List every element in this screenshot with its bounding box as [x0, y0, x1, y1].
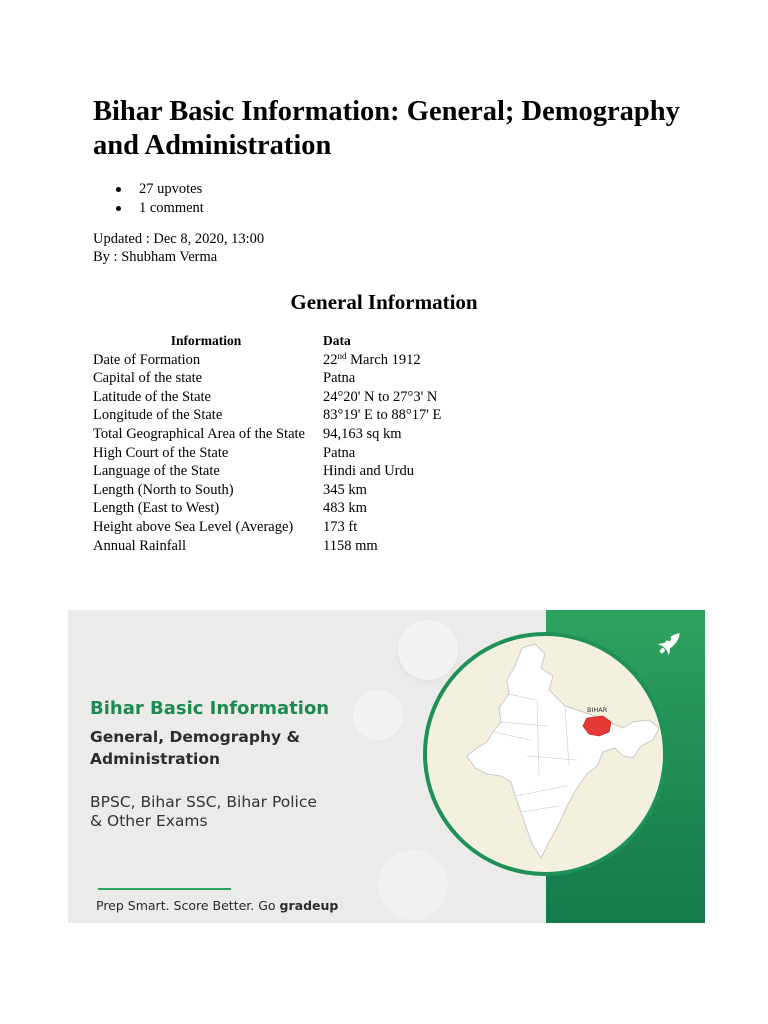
row-label: Date of Formation — [93, 351, 201, 368]
table-row — [93, 351, 553, 370]
row-value: Hindi and Urdu — [323, 463, 415, 480]
author: By : Shubham Verma — [93, 248, 218, 265]
table-row — [93, 481, 553, 500]
row-value: 173 ft — [323, 518, 358, 535]
table-row — [93, 499, 553, 518]
table-row — [93, 388, 553, 407]
row-label: Latitude of the State — [93, 388, 211, 405]
brand-logo: gradeup — [279, 898, 339, 913]
info-table — [93, 332, 553, 555]
row-value: 24°20' N to 27°3' N — [323, 388, 438, 405]
india-map — [423, 632, 667, 876]
table-row — [93, 406, 553, 425]
row-value: 83°19' E to 88°17' E — [323, 407, 442, 424]
row-label: Length (North to South) — [93, 481, 234, 498]
table-row — [93, 369, 553, 388]
row-value: 94,163 sq km — [323, 425, 402, 442]
byline — [93, 231, 264, 266]
table-row — [93, 425, 553, 444]
table-row — [93, 518, 553, 537]
rocket-icon — [651, 626, 687, 662]
banner-tagline: Prep Smart. Score Better. Go gradeup — [96, 898, 339, 913]
table-row — [93, 537, 553, 556]
row-value: Patna — [323, 444, 356, 461]
bihar-label: BIHAR — [587, 706, 608, 714]
banner-exams: BPSC, Bihar SSC, Bihar Police & Other Exams — [90, 793, 317, 830]
row-value: Patna — [323, 370, 356, 387]
upvotes-count[interactable]: 27 upvotes — [93, 180, 204, 199]
row-label: Height above Sea Level (Average) — [93, 518, 294, 535]
article-meta — [93, 180, 204, 217]
row-label: Capital of the state — [93, 370, 203, 387]
banner-subtitle: General, Demography & Administration — [90, 728, 301, 768]
table-header — [93, 332, 553, 351]
row-value: 483 km — [323, 500, 367, 517]
row-label: Length (East to West) — [93, 500, 220, 517]
row-label: Language of the State — [93, 463, 220, 480]
header-data: Data — [323, 333, 351, 348]
row-label: Total Geographical Area of the State — [93, 425, 305, 442]
row-value: 22nd March 1912 — [323, 350, 421, 368]
table-row — [93, 462, 553, 481]
updated-date: Updated : Dec 8, 2020, 13:00 — [93, 231, 265, 247]
row-label: Annual Rainfall — [93, 537, 187, 554]
row-label: High Court of the State — [93, 444, 229, 461]
row-value: 345 km — [323, 481, 367, 498]
row-value: 1158 mm — [323, 537, 378, 554]
banner-title: Bihar Basic Information — [90, 698, 330, 719]
comments-count[interactable]: 1 comment — [93, 199, 204, 218]
india-map-icon — [427, 636, 663, 872]
divider — [98, 888, 231, 890]
table-row — [93, 444, 553, 463]
row-label: Longitude of the State — [93, 407, 223, 424]
header-information: Information — [170, 333, 242, 348]
section-heading: General Information — [290, 290, 478, 314]
decorative-circle — [353, 690, 403, 740]
page-title: Bihar Basic Information: General; Demography and Administration — [93, 96, 680, 161]
promo-banner — [68, 610, 705, 923]
